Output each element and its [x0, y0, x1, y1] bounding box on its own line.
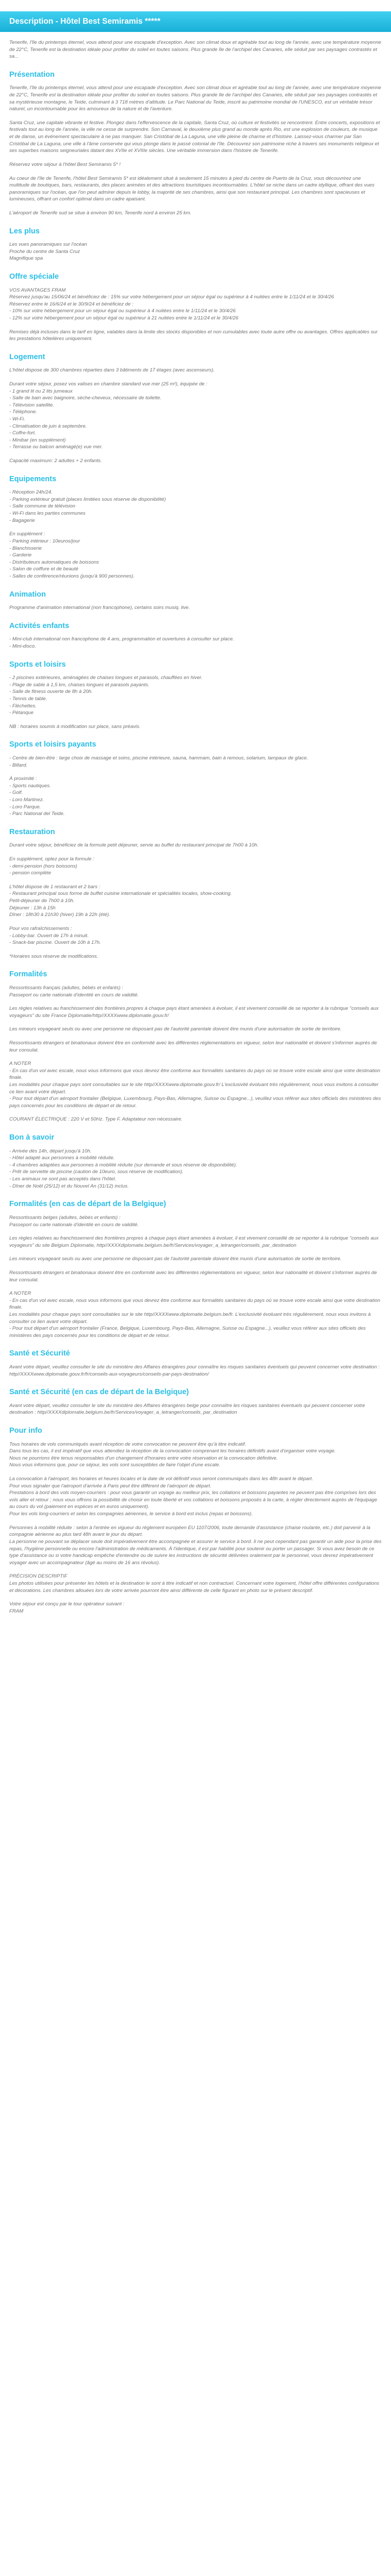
section-lines — [9, 489, 382, 580]
section-line: - Télévision satellite. — [9, 402, 54, 408]
section-line: Déjeuner : 13h à 15h — [9, 905, 56, 911]
section-line: - 1 grand lit ou 2 lits jumeaux — [9, 388, 73, 394]
section-line: Durant votre séjour, posez vos valises en chambre standard vue mer (25 m²), équipée de : — [9, 381, 207, 387]
section — [9, 272, 382, 343]
section-line: FRAM — [9, 1608, 24, 1614]
section-paragraph: Réservez votre séjour à l'hôtel Best Semiramis 5* ! — [9, 161, 121, 167]
section-line: - 12% sur votre hébergement pour un séjour égal ou supérieur à 21 nuitées entre le 1/11/24 et le 30/4/26 — [9, 315, 239, 321]
section-line: Les modalités pour chaque pays sont consultables sur le site http//XXXXwww.diplomatie.belgium.be/fr. L'exclusivité évoluant très régulièrement, nous vous invitons à consulter ce lien avant votre départ. — [9, 1311, 371, 1325]
section-line: - Wi-Fi. — [9, 416, 25, 422]
section-line: - En cas d'un vol avec escale, nous vous informons que vous devrez être conforme aux formalités sanitaires du pays où se trouve votre escale ainsi que votre destination finale. — [9, 1067, 381, 1081]
section-title: Sports et loisirs payants — [9, 740, 96, 749]
section-lines — [9, 241, 382, 262]
section-lines — [9, 985, 382, 1123]
line-gap — [9, 1283, 382, 1290]
line-gap — [9, 998, 382, 1005]
section-line: - Billard. — [9, 762, 28, 768]
section-line: - Tennis de table. — [9, 696, 47, 702]
section — [9, 474, 382, 580]
line-gap — [9, 1263, 382, 1269]
section-line: - Snack-bar piscine. Ouvert de 10h à 17h. — [9, 940, 101, 946]
line-gap — [9, 1109, 382, 1116]
section-line: VOS AVANTAGES FRAM — [9, 287, 66, 293]
section-line: En supplément, optez pour la formule : — [9, 856, 94, 862]
section-line: Votre séjour est conçu par le tour opérateur suivant : — [9, 1601, 125, 1607]
section-title: Offre spéciale — [9, 272, 59, 281]
line-gap — [9, 322, 382, 329]
section-line: - Plage de sable à 1,5 km, chaises longues et parasols payants. — [9, 682, 150, 688]
section-line: Ressortissants étrangers et binationaux doivent être en conformité avec les différentes réglementations en vigueur, selon leur nationalité et doivent s'informer auprès de leur consulat. — [9, 1269, 377, 1283]
section-lines — [9, 1148, 382, 1190]
section — [9, 827, 382, 960]
line-gap — [9, 717, 382, 723]
section-line: Les vues panoramiques sur l'océan — [9, 242, 87, 248]
section-lines — [9, 287, 382, 343]
section-line: Programme d'animation international (non francophone), certains soirs musiq. live. — [9, 605, 190, 611]
line-gap — [9, 849, 382, 856]
section-line: Pour vous signaler que l'aéroport d'arrivée à Paris peut être différent de l'aéroport de départ. — [9, 1483, 211, 1489]
section-line: Passeport ou carte nationale d'identité en cours de validité. — [9, 1222, 139, 1228]
section-line: PRÉCISION DESCRIPTIF — [9, 1573, 68, 1580]
section-line: - Blanchisserie — [9, 545, 42, 551]
line-gap — [9, 451, 382, 457]
section-line: L'hôtel dispose de 300 chambres réparties dans 3 bâtiments de 17 étages (avec ascenseurs). — [9, 367, 215, 374]
line-gap — [9, 1054, 382, 1060]
section-line: - Lobby-bar. Ouvert de 17h à minuit. — [9, 933, 89, 939]
section-lines — [9, 842, 382, 960]
line-gap — [9, 1249, 382, 1256]
section — [9, 226, 382, 262]
section-line: - Bagagerie — [9, 517, 35, 523]
section-title: Sports et loisirs — [9, 660, 66, 669]
section — [9, 1426, 382, 1615]
section-line: - Distributeurs automatiques de boissons — [9, 559, 99, 565]
section-line: Dîner : 18h30 à 21h30 (hiver) 19h à 22h (été). — [9, 912, 110, 918]
section-line: Les mineurs voyageant seuls ou avec une personne ne disposant pas de l'autorité parentale doivent être munis d'une autorisation de sortie de territoire. — [9, 1026, 342, 1032]
description-header: Description - Hôtel Best Semiramis ***** — [0, 11, 391, 32]
section-line: - Les animaux ne sont pas acceptés dans l'hôtel. — [9, 1176, 117, 1182]
section-title: Les plus — [9, 227, 40, 235]
section-lines — [9, 1214, 382, 1340]
section-line: Durant votre séjour, bénéficiez de la formule petit déjeuner, servie au buffet du restaurant principal de 7h00 à 10h. — [9, 842, 259, 849]
section-line: Prestations à bord des vols moyen-courriers : pour vous garantir un voyage au meilleur prix, les collations et boissons payantes ne peuvent pas être comprises lors des vols aller et retour ; nous vous offrons la possibilité de choisir en toute liberté et vos collations et boissons proposés à la carte, à régler directement auprès de l'équipage au cours du vol (paiement en espèces et en euros uniquement). — [9, 1490, 378, 1510]
section-line: - Dîner de Noël (25/12) et du Nouvel An (31/12) inclus. — [9, 1183, 129, 1189]
section-title: Pour info — [9, 1427, 42, 1435]
section-line: COURANT ÉLECTRIQUE : 220 V et 50Hz. Type F. Adaptateur non nécessaire. — [9, 1116, 183, 1123]
line-gap — [9, 1469, 382, 1476]
section-line: - Terrasse ou balcon aménagé(e) vue mer. — [9, 444, 103, 450]
section-line: - Salle de fitness ouverte de 8h à 20h. — [9, 689, 93, 695]
section-line: Pour les vols long-courriers et selon les compagnies aériennes, le service à bord est inclus (repas et boissons). — [9, 1511, 253, 1517]
section-line: - Prêt de serviette de piscine (caution de 10euro, sous réserve de modification). — [9, 1169, 184, 1175]
section-line: *Horaires sous réserve de modifications. — [9, 953, 99, 959]
line-gap — [9, 919, 382, 925]
section-line: - Centre de bien-être : large choix de massage et soins, piscine intérieure, sauna, hammam, bain à remous, solarium, lampaux de glace. — [9, 755, 308, 761]
section-line: Les mineurs voyageant seuls ou avec une personne ne disposant pas de l'autorité parentale doivent être munis d'une autorisation de sortie de territoire. — [9, 1256, 342, 1262]
section-paragraph: L'aéroport de Tenerife sud se situe à environ 90 km, Tenerife nord à environ 25 km. — [9, 210, 192, 216]
line-gap — [9, 1228, 382, 1235]
section-line: - Parc National del Teide. — [9, 811, 65, 817]
section-line: L'hôtel dispose de 1 restaurant et 2 bars : — [9, 884, 101, 890]
section-line: Avant votre départ, veuillez consulter le site du ministère des Affaires étrangères pour connaître les risques sanitaires éventuels qui peuvent concerner votre destination : http//XXXXwww.diplomatie.gouv.fr/fr/conseils-aux-voyageurs/conseils-par-pays-destination/ — [9, 1364, 380, 1377]
section-title: Activités enfants — [9, 621, 70, 630]
section-line: Tous horaires de vols communiqués avant réception de votre convocation ne peuvent être qu'à titre indicatif. — [9, 1441, 247, 1447]
section-line: Capacité maximum: 2 adultes + 2 enfants. — [9, 458, 102, 464]
section — [9, 352, 382, 465]
section-line: - Salon de coiffure et de beauté — [9, 566, 78, 572]
section-line: - Pétanque — [9, 710, 34, 716]
section — [9, 621, 382, 650]
section-line: La convocation à l'aéroport, les horaires et heures locales et la date de vol définitif vous seront communiqués dans les 48h avant le départ. — [9, 1476, 313, 1482]
section-line: Avant votre départ, veuillez consulter le site du ministère des Affaires étrangères belge pour connaître les risques sanitaires éventuels qui peuvent concerner votre destination : http//XXXXdiplomatie.belgium.be/fr/Services/voyager_a_letranger/conseils_par_destination — [9, 1402, 365, 1416]
section-title: Présentation — [9, 70, 55, 79]
section-line: - Parking intérieur : 10euros/jour — [9, 538, 80, 544]
description-content — [0, 32, 391, 1615]
line-gap — [9, 769, 382, 775]
section-line: Ressortissants étrangers et binationaux doivent être en conformité avec les différentes réglementations en vigueur, selon leur nationalité et doivent s'informer auprès de leur consulat. — [9, 1040, 377, 1053]
section-line: Pour vos rafraîchissements : — [9, 925, 72, 931]
section-line: La personne ne pouvant se déplacer seule doit impérativement être accompagnée et assurer le service à bord. Il ne peut cependant pas garantir un aide pour la prise des repas, l'hygiène personnelle ou encore l'administration de médicaments. À l'identique, il est par habilité pour soutenir ou porter un passager. Si vous avez besoin de ce type d'assistance ou si votre handicap empêche d'entendre ou de suivre les instructions de sécurité délivrées oralement par le personnel, vous devrez impérativement voyager avec un accompagnateur (âgé au moins de 16 ans révolus). — [9, 1538, 382, 1566]
section-line: - Fléchettes. — [9, 703, 37, 709]
section-line: - Arrivée dès 14h, départ jusqu'à 10h. — [9, 1148, 92, 1154]
section-lines — [9, 636, 382, 650]
section-line: Les photos utilisées pour présenter les hôtels et la destination le sont à titre indicatif et non contractuel. Concernant votre logement, l'hôtel offre différentes configurations et décorations. Les chambres allouées lors de votre arrivée pourront être ainsi différente de celle figurant en photo sur le présent descriptif. — [9, 1580, 379, 1594]
section-title: Santé et Sécurité — [9, 1349, 70, 1358]
section-line: - Minibar (en supplément) — [9, 437, 66, 443]
section-line: - Salle commune de télévision — [9, 503, 75, 510]
section-title: Logement — [9, 352, 45, 361]
section-line: - Parking extérieur gratuit (places limitées sous réserve de disponibilité) — [9, 496, 166, 502]
section-line: - 2 piscines extérieures, aménagées de chaises longues et parasols, chauffées en hiver. — [9, 675, 203, 681]
section-line: A NOTER — [9, 1291, 31, 1297]
section-line: Proche du centre de Santa Cruz — [9, 248, 80, 255]
section-line: NB : horaires soumis à modification sur place, sans préavis. — [9, 723, 141, 730]
section-line: Ressortissants français (adultes, bébés et enfants) : — [9, 985, 123, 991]
section — [9, 659, 382, 731]
section — [9, 1387, 382, 1416]
section-line: Réservez jusqu'au 15/06/24 et bénéficiez de : 15% sur votre hébergement pour un séjour égal ou supérieur à 4 nuitées entre le 1/11/24 et le 30/4/26 — [9, 294, 334, 300]
section-lines — [9, 1402, 382, 1416]
line-gap — [9, 1019, 382, 1026]
section-line: - Réception 24h/24. — [9, 489, 53, 496]
section-title: Restauration — [9, 827, 55, 836]
section — [9, 739, 382, 817]
section-line: Remises déjà incluses dans le tarif en ligne, valables dans la limite des stocks disponibles et non cumulables avec toute autre offre ou avantages. Offres applicables sur les prestations hôtelières uniquement. — [9, 329, 378, 342]
section-title: Santé et Sécurité (en cas de départ de la Belgique) — [9, 1388, 189, 1397]
section-line: Dans tous les cas, il est impératif que vous attendiez la réception de la convocation comprenant les horaires définitifs avant d'organiser votre voyage. — [9, 1448, 336, 1454]
section-line: - 10% sur votre hébergement pour un séjour égal ou supérieur à 4 nuitées entre le 1/11/24 et le 30/4/26 — [9, 308, 236, 314]
section-line: - En cas d'un vol avec escale, nous vous informons que vous devrez être conforme aux formalités sanitaires du pays où se trouve votre escale ainsi que votre destination finale. — [9, 1297, 381, 1311]
line-gap — [9, 1566, 382, 1573]
section-line: - Golf. — [9, 790, 23, 796]
section-line: - Sports nautiques. — [9, 783, 51, 789]
section-title: Bon à savoir — [9, 1133, 55, 1142]
section-line: - Wi-Fi dans les parties communes — [9, 511, 86, 517]
section-line: Nous vous informons que, pour ce séjour, les vols sont susceptibles de faire l'objet d'une escale. — [9, 1462, 220, 1468]
line-gap — [9, 1518, 382, 1524]
section-line: Passeport ou carte nationale d'identité en cours de validité. — [9, 992, 139, 998]
section — [9, 1348, 382, 1378]
intro — [9, 39, 382, 60]
section — [9, 969, 382, 1123]
section-line: - pension complète — [9, 870, 52, 876]
section-lines — [9, 1364, 382, 1378]
section-line: - Loro Martinez. — [9, 797, 44, 803]
section — [9, 1199, 382, 1339]
section-lines — [9, 755, 382, 818]
section-line: Petit-déjeuner de 7h00 à 10h. — [9, 898, 75, 904]
section-line: - Loro Parque. — [9, 804, 41, 810]
section-line: - Pour tout départ d'un aéroport frontalier (Belgique, Luxembourg, Pays-Bas, Allemagne, Suisse ou Espagne...), veuillez vous référer aux sites officiels des ministères des pays concernés pour les conditions de départ et de retour. — [9, 1096, 381, 1109]
section-title: Equipements — [9, 474, 57, 483]
section-line: - Mini-disco. — [9, 643, 36, 649]
section-lines — [9, 1441, 382, 1615]
section-line: - Pour tout départ d'un aéroport frontalier (France, Belgique, Luxembourg, Pays-Bas, Allemagne, Suisse ou Espagne...), veuillez vous référer aux sites officiels des ministères des pays concernés pour les conditions de départ et de retour. — [9, 1326, 366, 1338]
section-line: - demi-pension (hors boissons) — [9, 863, 77, 869]
section-line: - Salles de conférence/réunions (jusqu'à 900 personnes). — [9, 573, 135, 579]
section-line: A NOTER — [9, 1061, 31, 1067]
section-line: Magnifique spa — [9, 256, 43, 262]
section — [9, 1132, 382, 1190]
section-line: - Climatisation de juin à septembre. — [9, 423, 87, 429]
section-title: Animation — [9, 590, 46, 599]
section-line: Les modalités pour chaque pays sont consultables sur le site http//XXXXwww.diplomatie.gouv.fr/ L'exclusivité évoluant très régulièrement, nous vous invitons à consulter ce lien avant votre départ. — [9, 1082, 379, 1095]
section — [9, 589, 382, 612]
section-line: - Salle de bain avec baignoire, sèche-cheveux, nécessaire de toilette. — [9, 395, 161, 401]
section-lines — [9, 674, 382, 730]
section-line: Les règles relatives au franchissement des frontières propres à chaque pays étant amenées à évoluer, il est vivement conseillé de se reporter à la rubrique "conseils aux voyageurs" du site Belgium Diplomatie, http//XXXXdiplomatie.belgium.be/fr/Services/voyager_a_letranger/conseils_par_destination — [9, 1235, 379, 1248]
section-lines — [9, 367, 382, 464]
section-line: Personnes à mobilité réduite : selon à l'entrée en vigueur du règlement européen EU 1107/2006, toute demande d'assistance (chaise roulante, etc.) doit parvenir à la compagnie aérienne au plus tard 48h avant le jour du départ. — [9, 1524, 370, 1538]
section-line: Ressortissants belges (adultes, bébés et enfants) : — [9, 1214, 121, 1221]
line-gap — [9, 1033, 382, 1040]
section-line: - Restaurant principal sous forme de buffet cuisine internationale et spécialités locales, show-cooking. — [9, 891, 232, 897]
section-line: Réservez entre le 16/6/24 et le 30/9/24 et bénéficiez de : — [9, 301, 134, 307]
section — [9, 70, 382, 217]
section-line: - Coffre-fort. — [9, 430, 36, 436]
section-title: Formalités — [9, 970, 47, 979]
section-line: Les règles relatives au franchissement des frontières propres à chaque pays étant amenées à évoluer, il est vivement conseillé de se reporter à la rubrique "conseils aux voyageurs" du site France Diplomatie/http//XXXXwww.diplomatie.gouv.fr/ — [9, 1006, 379, 1019]
line-gap — [9, 1594, 382, 1601]
section-line: En supplément : — [9, 531, 45, 537]
section-line: À proximité : — [9, 776, 37, 782]
line-gap — [9, 374, 382, 381]
line-gap — [9, 946, 382, 953]
section-line: - Hôtel adapté aux personnes à mobilité réduite. — [9, 1155, 115, 1161]
sections — [9, 70, 382, 1615]
section-line: Nous ne pourrions être tenus responsables d'un changement d'horaires entre votre réservation et la convocation définitive. — [9, 1455, 278, 1461]
intro-paragraph: Tenerife, l'île du printemps éternel, vous attend pour une escapade d'exception. Avec son climat doux et agréable tout au long de l'année, avec une température moyenne de 22°C, Tenerife est la destination idéale pour profiter du soleil en toutes saisons. Plus grande île de l'archipel des Canaries, elle séduit par ses paysages contrastés et sa... — [9, 40, 381, 60]
section-paragraph: Tenerife, l'île du printemps éternel, vous attend pour une escapade d'exception. Avec son climat doux et agréable tout au long de l'année, avec une température moyenne de 22°C, Tenerife est la destination idéale pour profiter du soleil en toutes saisons. Plus grande île de l'archipel des Canaries, elle séduit par ses paysages contrastés et sa mystérieuse montagne, le Teide, culminant à 3 718 mètres d'altitude. Le Parc National du Teide, inscrit au patrimoine mondial de l'UNESCO, est un véritable trésor naturel, un incontournable pour les amoureux de la nature et de l'aventure. — [9, 85, 381, 112]
section-line: - Garderie — [9, 552, 32, 558]
section-line: - Téléphone. — [9, 409, 37, 415]
line-gap — [9, 877, 382, 884]
section-paragraph: Santa Cruz, une capitale vibrante et festive. Plongez dans l'effervescence de la capitale, Santa Cruz, où culture et festivités se rencontrent. Entre concerts, expositions et festivals tout au long de l'année, la ville ne cesse de surprendre. Son Carnaval, le deuxième plus grand au monde après Rio, est une explosion de couleurs, de musique et de danse, un événement spectaculaire à ne pas manquer. San Cristóbal de La Laguna, une ville pleine de charme et d'histoire. Laissez-vous charmer par San Cristóbal de La Laguna, une ville à l'âme conservée qui vous plonge dans le passé colonial de l'île. Découvrez son patrimoine riche à travers ses monuments religieux et ses superbes maisons seigneuriales datant des XVIIe et XVIIIe siècles. Une véritable immersion dans l'histoire de Tenerife. — [9, 120, 380, 154]
section-lines — [9, 604, 382, 612]
line-gap — [9, 524, 382, 531]
section-line: - 4 chambres adaptées aux personnes à mobilité réduite (sur demande et sous réserve de disponibilité). — [9, 1162, 237, 1168]
section-paragraph: Au coeur de l'île de Tenerife, l'hôtel Best Semiramis 5* est idéalement situé à seulement 15 minutes à pied du centre de Puerto de la Cruz, vous découvrirez une multitude de boutiques, bars, restaurants, des places animées et des attractions touristiques incontournables. L'hôtel se niche dans un cadre idyllique, offrant des vues panoramiques sur l'océan, que l'on peut admirer depuis le lobby, la majorité de ses chambres, ainsi que son restaurant principal. Les chambres sont spacieuses et lumineuses, offrant un confort optimal dans un cadre apaisant. — [9, 175, 374, 202]
section-line: - Mini-club international non francophone de 4 ans, programmation et ouvertures à consulter sur place. — [9, 636, 234, 642]
section-title: Formalités (en cas de départ de la Belgique) — [9, 1200, 166, 1209]
